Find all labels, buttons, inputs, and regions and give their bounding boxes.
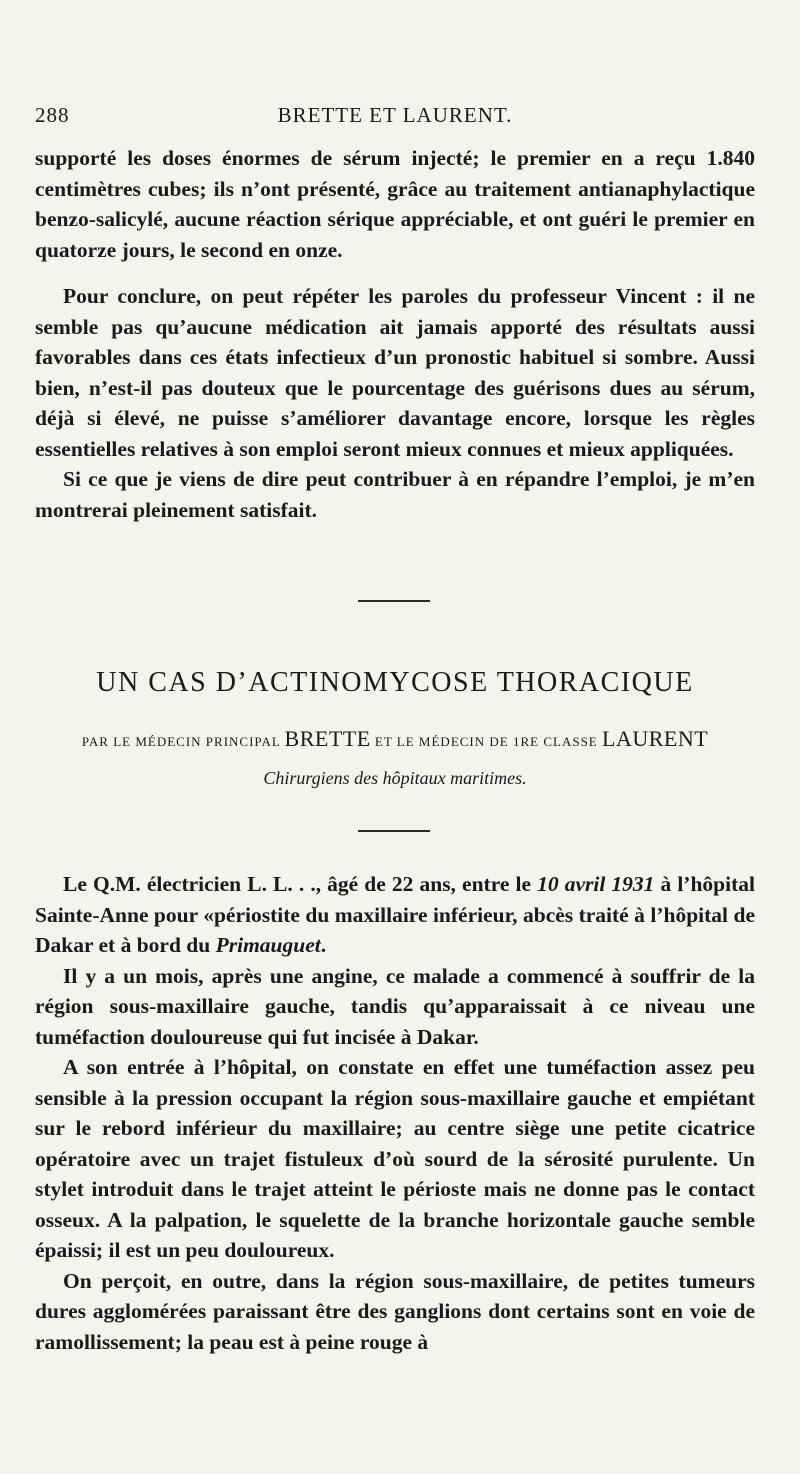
article-body bbox=[35, 869, 755, 1357]
ship-name: Primauguet bbox=[215, 933, 321, 957]
previous-article-text bbox=[35, 143, 755, 525]
section-divider bbox=[358, 600, 430, 602]
paragraph: Il y a un mois, après une angine, ce malade a commencé à souffrir de la région sous-maxillaire gauche, tandis qu’apparaissait à ce niveau une tuméfaction douloureuse qui fut incisée à Dakar. bbox=[35, 963, 755, 1049]
text-run: Le Q.M. électricien L. L. . ., âgé de 22 ans, entre le bbox=[63, 872, 538, 896]
paragraph: A son entrée à l’hôpital, on constate en effet une tuméfaction assez peu sensible à la pression occupant la région sous-maxillaire gauche et empiétant sur le rebord inférieur du maxillaire; au centre siège une petite cicatrice opératoire avec un trajet fistuleux d’où sourd de la sérosité purulente. Un stylet introduit dans le trajet atteint le périoste mais ne donne pas le contact osseux. A la palpation, le squelette de la branche horizontale gauche semble épaissi; il est un peu douloureux. bbox=[35, 1055, 755, 1262]
paragraph bbox=[35, 869, 755, 961]
author-name: LAURENT bbox=[602, 726, 709, 751]
text-run: . bbox=[320, 933, 327, 957]
byline bbox=[35, 726, 755, 752]
text-run: à l’hôpital Sainte-Anne pour «périostite du maxillaire inférieur, abcès traité à l’hôpital de Dakar et à bord du bbox=[35, 872, 755, 957]
affiliation: Chirurgiens des hôpitaux maritimes. bbox=[263, 768, 527, 788]
article-title: UN CAS D’ACTINOMYCOSE THORACIQUE bbox=[96, 667, 694, 698]
page-number: 288 bbox=[35, 103, 70, 127]
paragraph: Si ce que je viens de dire peut contribuer à en répandre l’emploi, je m’en montrerai pleinement satisfait. bbox=[35, 467, 755, 522]
admission-date: 10 avril 1931 bbox=[537, 872, 655, 896]
paragraph: Pour conclure, on peut répéter les paroles du professeur Vincent : il ne semble pas qu’aucune médication ait jamais apporté des résultats aussi favorables dans ces états infectieux d’un pronostic habituel si sombre. Aussi bien, n’est-il pas douteux que le pourcentage des guérisons dues au sérum, déjà si élevé, ne puisse s’améliorer davantage encore, lorsque les règles essentielles relatives à son emploi seront mieux connues et mieux appliquées. bbox=[35, 284, 755, 461]
byline-par: PAR LE MÉDECIN PRINCIPAL bbox=[81, 734, 281, 749]
title-divider bbox=[358, 830, 430, 832]
paragraph: supporté les doses énormes de sérum injecté; le premier en a reçu 1.840 centimètres cubes; ils n’ont présenté, grâce au traitement antianaphylactique benzo-salicylé, aucune réaction sérique appréciable, et ont guéri le premier en quatorze jours, le second en onze. bbox=[35, 146, 755, 262]
paragraph: On perçoit, en outre, dans la région sous-maxillaire, de petites tumeurs dures agglomérées paraissant être des ganglions dont certains sont en voie de ramollissement; la peau est à peine rouge à bbox=[35, 1268, 755, 1354]
author-name: BRETTE bbox=[284, 726, 371, 751]
byline-et: ET LE MÉDECIN DE 1RE CLASSE bbox=[374, 734, 598, 749]
running-title: BRETTE ET LAURENT. bbox=[277, 103, 513, 127]
